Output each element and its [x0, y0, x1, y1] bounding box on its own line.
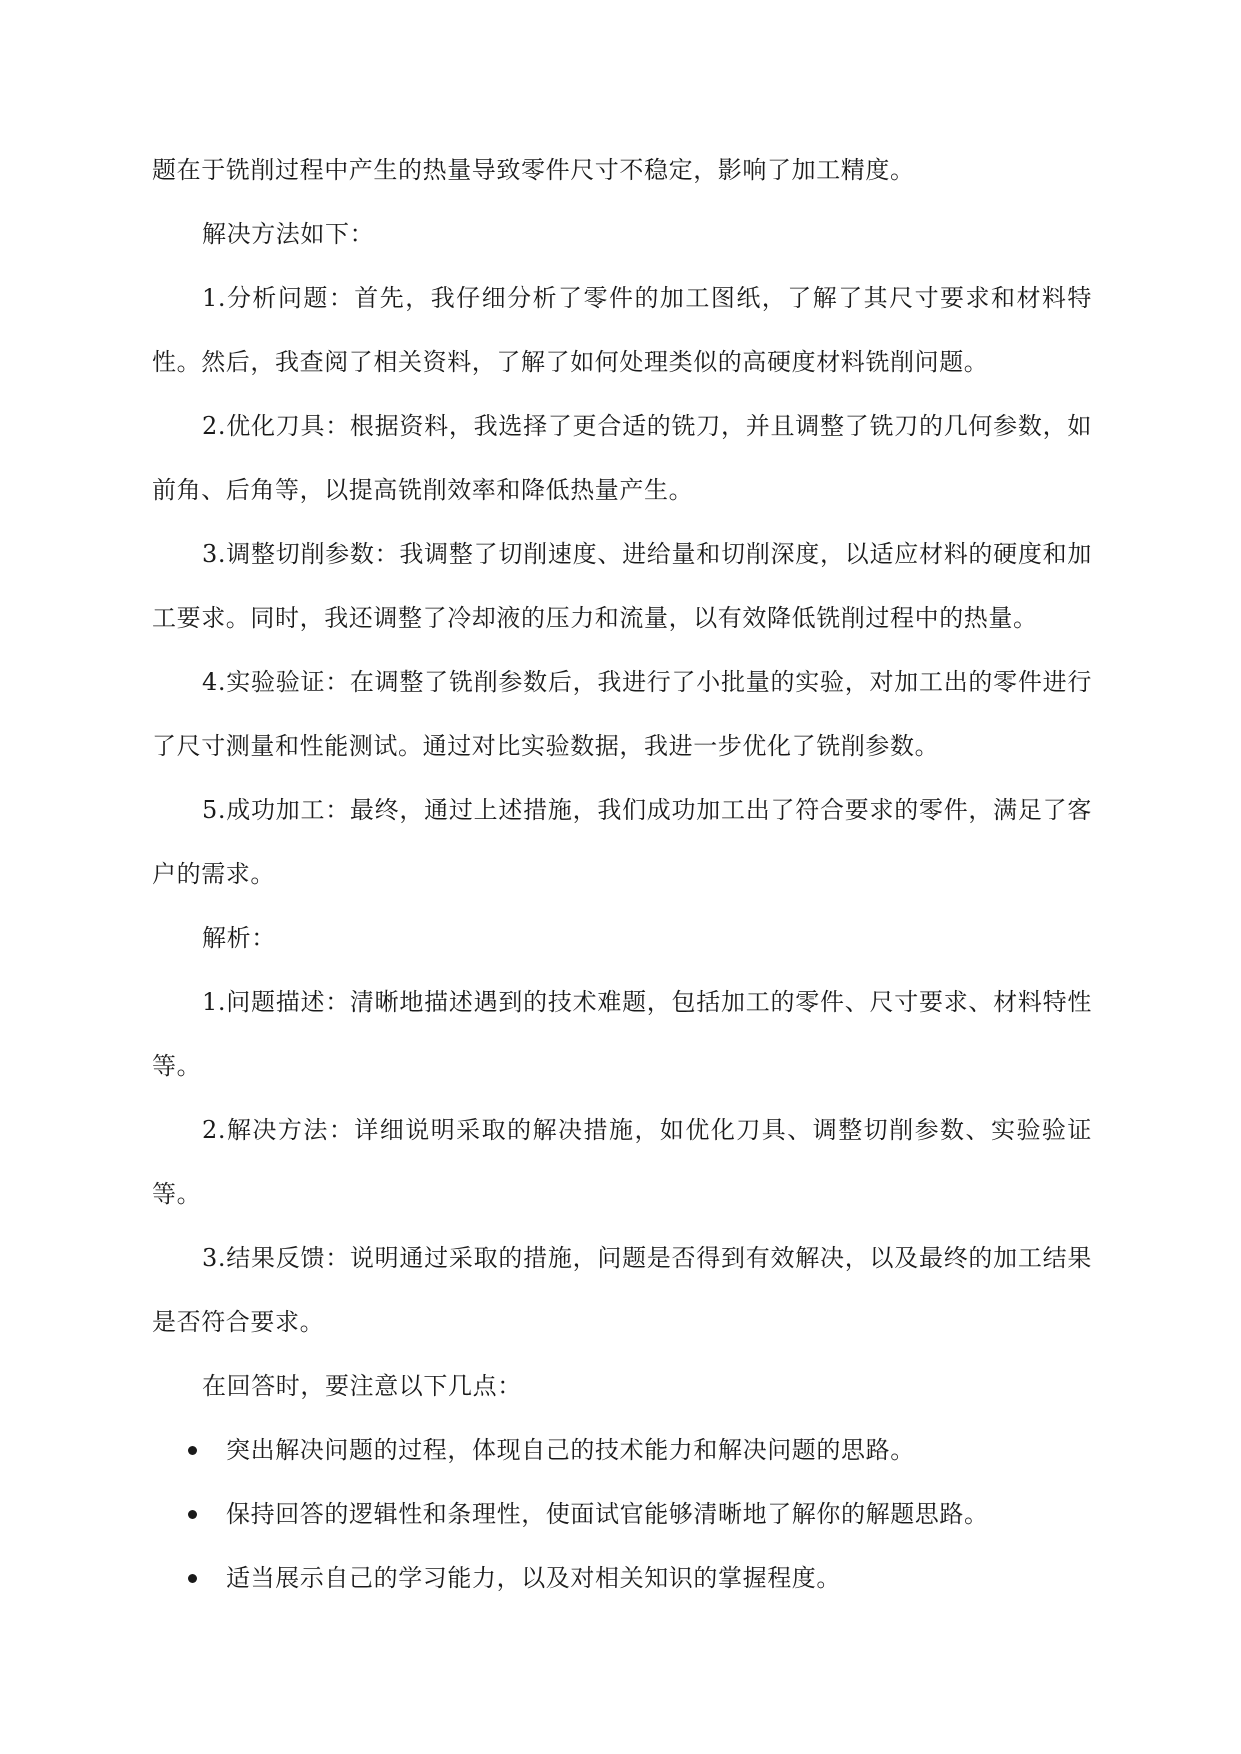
bullet-text: 突出解决问题的过程，体现自己的技术能力和解决问题的思路。	[226, 1436, 915, 1464]
notes-bullet-list	[152, 1418, 1092, 1610]
document-body	[152, 138, 1092, 1610]
bullet-dot-icon	[188, 1510, 197, 1519]
bullet-item	[152, 1482, 1092, 1546]
paragraph-analysis-heading: 解析：	[202, 924, 276, 952]
bullet-text: 保持回答的逻辑性和条理性，使面试官能够清晰地了解你的解题思路。	[226, 1500, 989, 1528]
bullet-item	[152, 1418, 1092, 1482]
paragraph-notes-heading: 在回答时，要注意以下几点：	[202, 1372, 522, 1400]
paragraph-analysis-1: 1.问题描述：清晰地描述遇到的技术难题，包括加工的零件、尺寸要求、材料特性等。	[152, 988, 1092, 1080]
paragraph-analysis-3: 3.结果反馈：说明通过采取的措施，问题是否得到有效解决，以及最终的加工结果是否符合要求。	[152, 1244, 1092, 1336]
paragraph-solution-heading: 解决方法如下：	[202, 220, 375, 248]
bullet-dot-icon	[188, 1446, 197, 1455]
bullet-dot-icon	[188, 1574, 197, 1583]
bullet-text: 适当展示自己的学习能力，以及对相关知识的掌握程度。	[226, 1564, 841, 1592]
paragraph-step-2: 2.优化刀具：根据资料，我选择了更合适的铣刀，并且调整了铣刀的几何参数，如前角、后角等，以提高铣削效率和降低热量产生。	[152, 412, 1092, 504]
paragraph-step-1: 1.分析问题：首先，我仔细分析了零件的加工图纸，了解了其尺寸要求和材料特性。然后，我查阅了相关资料，了解了如何处理类似的高硬度材料铣削问题。	[152, 284, 1092, 376]
paragraph-analysis-2: 2.解决方法：详细说明采取的解决措施，如优化刀具、调整切削参数、实验验证等。	[152, 1116, 1092, 1208]
paragraph-step-3: 3.调整切削参数：我调整了切削速度、进给量和切削深度，以适应材料的硬度和加工要求。同时，我还调整了冷却液的压力和流量，以有效降低铣削过程中的热量。	[152, 540, 1092, 632]
paragraph-continuation: 题在于铣削过程中产生的热量导致零件尺寸不稳定，影响了加工精度。	[152, 156, 915, 184]
paragraph-step-4: 4.实验验证：在调整了铣削参数后，我进行了小批量的实验，对加工出的零件进行了尺寸测量和性能测试。通过对比实验数据，我进一步优化了铣削参数。	[152, 668, 1092, 760]
paragraph-step-5: 5.成功加工：最终，通过上述措施，我们成功加工出了符合要求的零件，满足了客户的需求。	[152, 796, 1092, 888]
bullet-item	[152, 1546, 1092, 1610]
